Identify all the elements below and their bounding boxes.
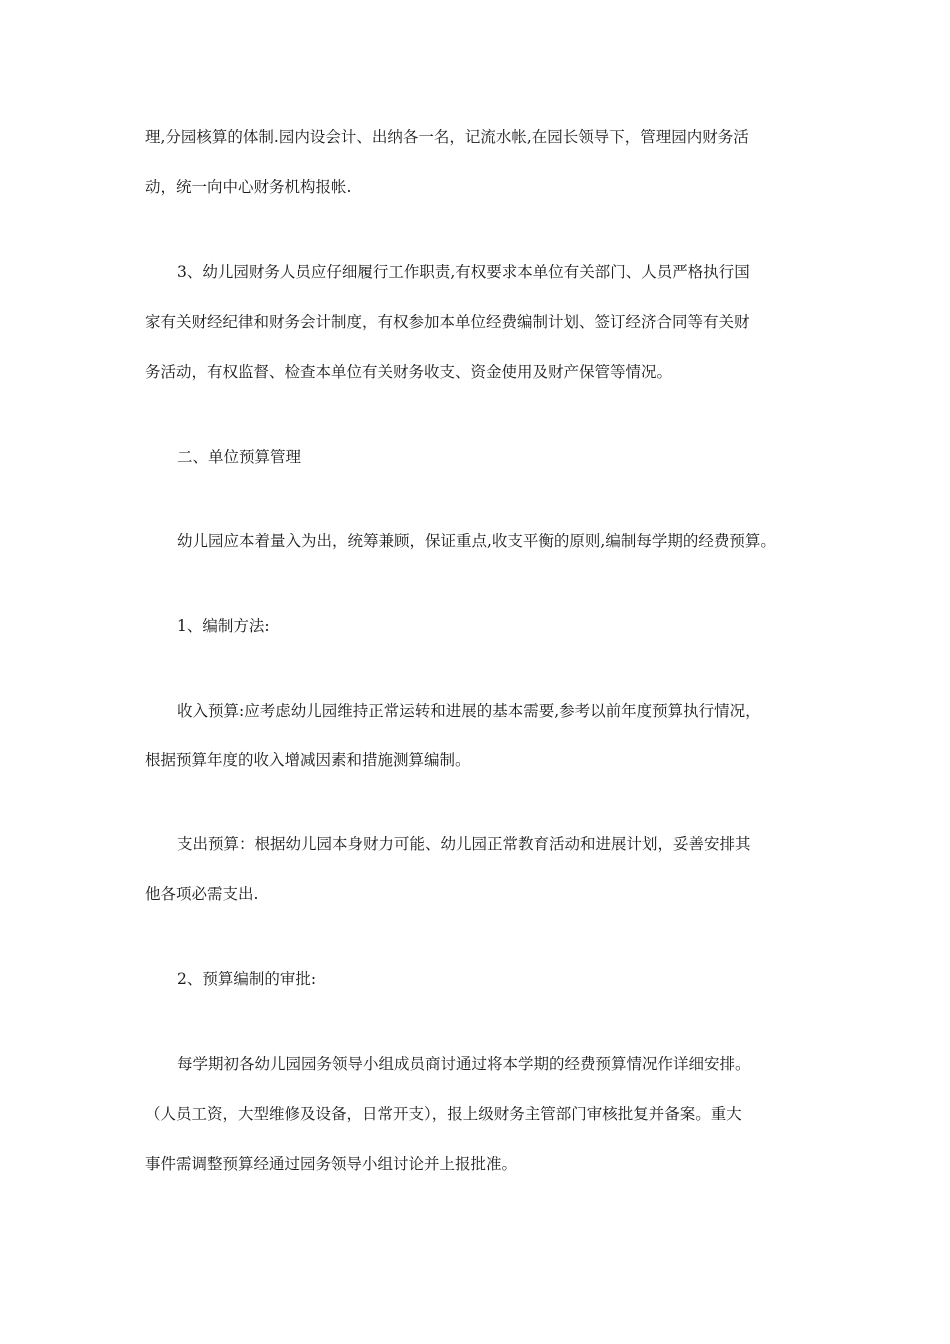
paragraph-budget-principle: 幼儿园应本着量入为出，统筹兼顾，保证重点,收支平衡的原则,编制每学期的经费预算。 (177, 532, 776, 550)
paragraph-expense-budget-line-2: 他各项必需支出. (145, 885, 259, 903)
section-heading: 二、单位预算管理 (177, 448, 302, 466)
subheading-approval: 2、预算编制的审批: (177, 970, 317, 988)
paragraph-approval-line-1: 每学期初各幼儿园园务领导小组成员商讨通过将本学期的经费预算情况作详细安排。 (177, 1055, 751, 1073)
paragraph-item-3-line-3: 务活动，有权监督、检查本单位有关财务收支、资金使用及财产保管等情况。 (145, 363, 673, 381)
paragraph-item-3-line-2: 家有关财经纪律和财务会计制度，有权参加本单位经费编制计划、签订经济合同等有关财 (145, 313, 750, 331)
paragraph-income-budget-line-2: 根据预算年度的收入增减因素和措施测算编制。 (145, 751, 471, 769)
text-line-continuation: 理,分园核算的体制.园内设会计、出纳各一名，记流水帐,在园长领导下，管理园内财务活 (145, 128, 749, 146)
paragraph-income-budget-line-1: 收入预算:应考虑幼儿园维持正常运转和进展的基本需要,参考以前年度预算执行情况， (177, 702, 761, 720)
paragraph-item-3-line-1: 3、幼儿园财务人员应仔细履行工作职责,有权要求本单位有关部门、人员严格执行国 (177, 263, 750, 281)
subheading-method: 1、编制方法: (177, 617, 270, 635)
paragraph-approval-line-2: （人员工资，大型维修及设备，日常开支），报上级财务主管部门审核批复并备案。重大 (145, 1105, 742, 1123)
paragraph-approval-line-3: 事件需调整预算经通过园务领导小组讨论并上报批准。 (145, 1155, 518, 1173)
paragraph-expense-budget-line-1: 支出预算：根据幼儿园本身财力可能、幼儿园正常教育活动和进展计划，妥善安排其 (177, 835, 751, 853)
text-line: 动，统一向中心财务机构报帐. (145, 178, 352, 196)
